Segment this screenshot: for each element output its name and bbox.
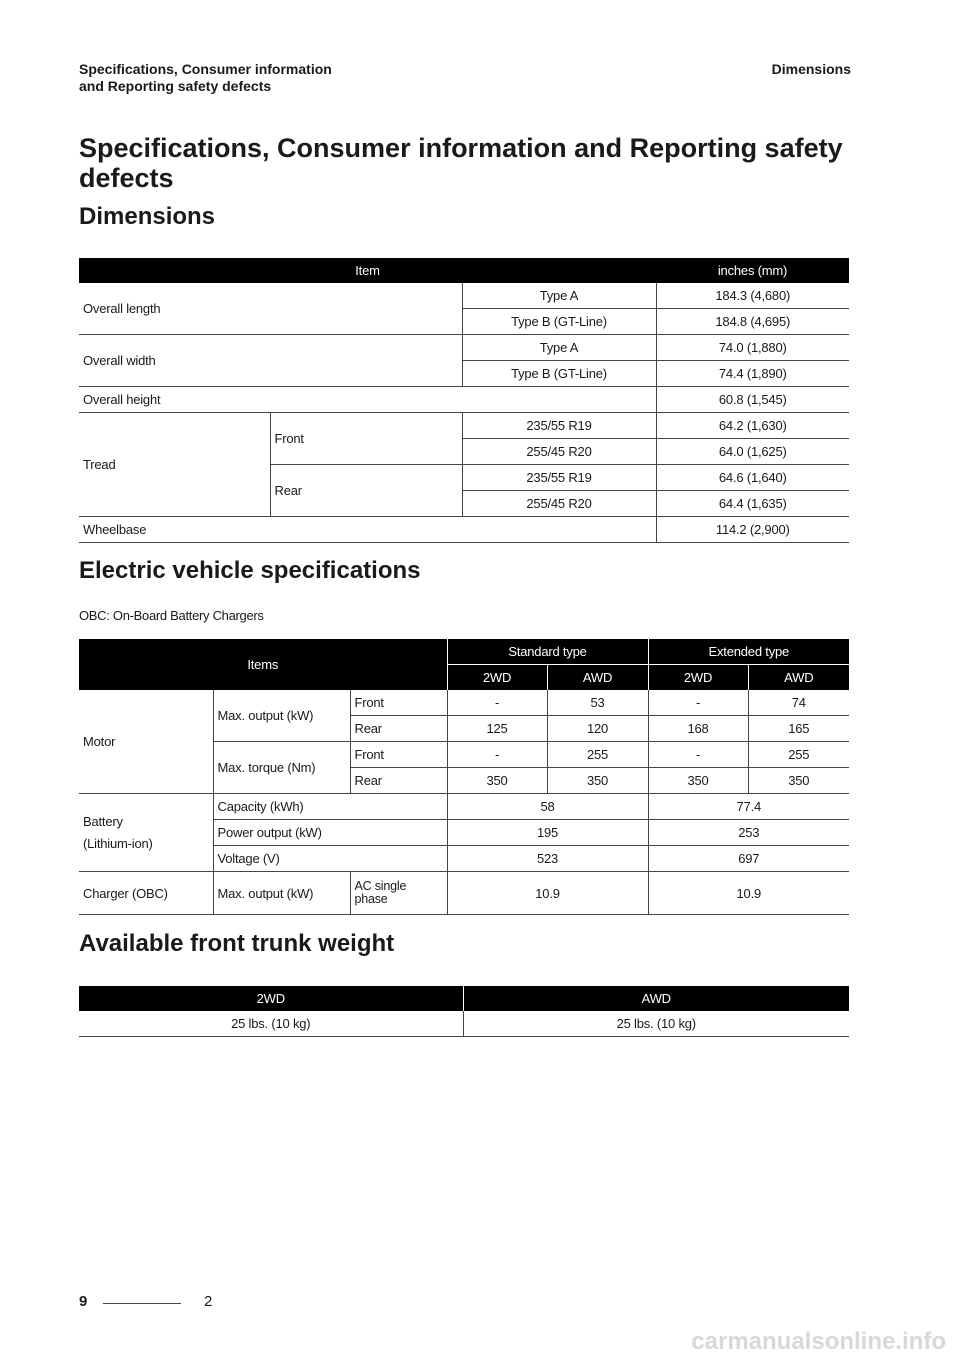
footer-divider [103, 1303, 181, 1304]
col-header-awd: AWD [463, 986, 849, 1011]
cell-type-b: Type B (GT-Line) [462, 361, 656, 387]
col-header-awd: AWD [748, 665, 849, 691]
cell-value: 184.8 (4,695) [656, 309, 849, 335]
col-header-standard: Standard type [447, 639, 648, 665]
row-label-rear: Rear [350, 716, 447, 742]
cell-tire-r20: 255/45 R20 [462, 439, 656, 465]
cell-value: 165 [748, 716, 849, 742]
obc-note: OBC: On-Board Battery Chargers [79, 608, 264, 623]
table-row [79, 872, 849, 915]
row-label-tread-front: Front [270, 413, 462, 465]
cell-value: 350 [547, 768, 648, 794]
row-label-tread-rear: Rear [270, 465, 462, 517]
col-header-2wd: 2WD [648, 665, 748, 691]
row-label-charger-output: Max. output (kW) [213, 872, 350, 915]
cell-value: - [447, 742, 547, 768]
row-label-charger: Charger (OBC) [79, 872, 213, 915]
cell-value: 120 [547, 716, 648, 742]
row-label-max-output: Max. output (kW) [213, 690, 350, 742]
row-label-overall-width: Overall width [79, 335, 462, 387]
ev-heading: Electric vehicle specifications [79, 557, 421, 584]
cell-value: 60.8 (1,545) [656, 387, 849, 413]
row-label-ac-single-phase [350, 872, 447, 915]
cell-value: 350 [748, 768, 849, 794]
table-header-row [79, 986, 849, 1011]
col-header-extended: Extended type [648, 639, 849, 665]
col-header-awd: AWD [547, 665, 648, 691]
row-label-tread: Tread [79, 413, 270, 517]
running-header-section [79, 61, 332, 95]
cell-value: 255 [748, 742, 849, 768]
cell-value: 114.2 (2,900) [656, 517, 849, 543]
table-row [79, 517, 849, 543]
table-row [79, 1011, 849, 1037]
section-number: 9 [79, 1293, 88, 1310]
battery-label-line2: (Lithium-ion) [83, 835, 153, 851]
cell-value: 64.2 (1,630) [656, 413, 849, 439]
table-row [79, 283, 849, 309]
cell-value: 253 [648, 820, 849, 846]
page-title: Specifications, Consumer information and Reporting safety defects [79, 133, 843, 193]
col-header-item: Item [79, 258, 656, 283]
row-label-wheelbase: Wheelbase [79, 517, 656, 543]
cell-value: 523 [447, 846, 648, 872]
cell-value: 77.4 [648, 794, 849, 820]
ac-label-line1: AC single [354, 879, 407, 893]
cell-value: 58 [447, 794, 648, 820]
table-row [79, 690, 849, 716]
watermark: carmanualsonline.info [691, 1328, 946, 1355]
cell-value: 168 [648, 716, 748, 742]
battery-label-line1: Battery [83, 813, 123, 829]
trunk-table [79, 986, 849, 1037]
table-header-row [79, 639, 849, 665]
cell-value: 74 [748, 690, 849, 716]
row-label-motor: Motor [79, 690, 213, 794]
cell-value: 10.9 [648, 872, 849, 915]
cell-type-b: Type B (GT-Line) [462, 309, 656, 335]
row-label-overall-length: Overall length [79, 283, 462, 335]
running-header-line1: Specifications, Consumer information [79, 61, 332, 77]
dimensions-table [79, 258, 849, 543]
cell-value: 25 lbs. (10 kg) [79, 1011, 463, 1037]
trunk-heading: Available front trunk weight [79, 930, 395, 957]
cell-value: 350 [447, 768, 547, 794]
cell-value: 10.9 [447, 872, 648, 915]
cell-value: 64.6 (1,640) [656, 465, 849, 491]
table-header-row [79, 258, 849, 283]
cell-value: 25 lbs. (10 kg) [463, 1011, 849, 1037]
row-label-rear: Rear [350, 768, 447, 794]
col-header-2wd: 2WD [79, 986, 463, 1011]
cell-value: 125 [447, 716, 547, 742]
cell-type-a: Type A [462, 283, 656, 309]
cell-value: 64.4 (1,635) [656, 491, 849, 517]
col-header-2wd: 2WD [447, 665, 547, 691]
cell-value: - [648, 690, 748, 716]
row-label-voltage: Voltage (V) [213, 846, 447, 872]
cell-value: 53 [547, 690, 648, 716]
row-label-battery [79, 794, 213, 872]
cell-value: 64.0 (1,625) [656, 439, 849, 465]
col-header-items: Items [79, 639, 447, 690]
running-header-topic: Dimensions [771, 61, 851, 77]
row-label-front: Front [350, 742, 447, 768]
ev-spec-table [79, 639, 849, 915]
col-header-value: inches (mm) [656, 258, 849, 283]
cell-value: - [447, 690, 547, 716]
cell-value: - [648, 742, 748, 768]
dimensions-heading: Dimensions [79, 203, 216, 230]
running-header-line2: and Reporting safety defects [79, 78, 272, 94]
table-row [79, 794, 849, 820]
cell-value: 184.3 (4,680) [656, 283, 849, 309]
row-label-max-torque: Max. torque (Nm) [213, 742, 350, 794]
cell-tire-r19: 235/55 R19 [462, 465, 656, 491]
cell-value: 195 [447, 820, 648, 846]
row-label-front: Front [350, 690, 447, 716]
table-row [79, 335, 849, 361]
ac-label-line2: phase [354, 892, 388, 906]
cell-value: 350 [648, 768, 748, 794]
cell-value: 255 [547, 742, 648, 768]
table-row [79, 387, 849, 413]
cell-type-a: Type A [462, 335, 656, 361]
cell-value: 697 [648, 846, 849, 872]
cell-tire-r19: 235/55 R19 [462, 413, 656, 439]
row-label-capacity: Capacity (kWh) [213, 794, 447, 820]
row-label-overall-height: Overall height [79, 387, 656, 413]
row-label-power-output: Power output (kW) [213, 820, 447, 846]
table-row [79, 413, 849, 439]
cell-value: 74.4 (1,890) [656, 361, 849, 387]
cell-value: 74.0 (1,880) [656, 335, 849, 361]
page-number: 2 [204, 1293, 213, 1310]
cell-tire-r20: 255/45 R20 [462, 491, 656, 517]
